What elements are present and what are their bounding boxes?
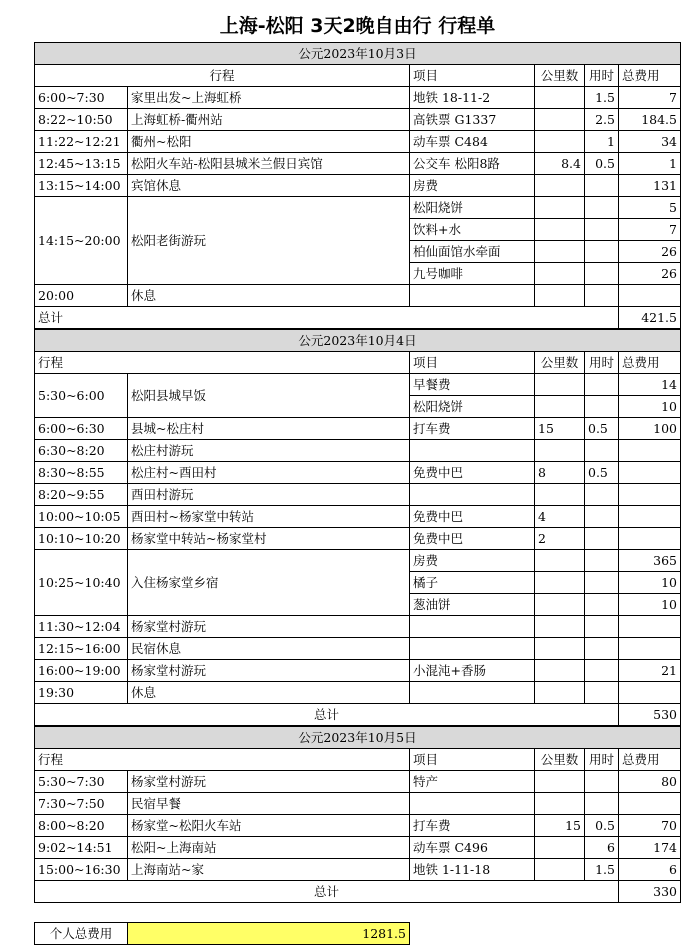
hours-cell bbox=[585, 660, 619, 682]
hours-cell bbox=[585, 506, 619, 528]
time-cell: 15:00~16:30 bbox=[35, 859, 128, 881]
table-row bbox=[35, 660, 681, 682]
place-cell: 衢州~松阳 bbox=[128, 131, 410, 153]
cost-cell: 174 bbox=[619, 837, 681, 859]
hours-cell bbox=[585, 528, 619, 550]
table-row bbox=[35, 771, 681, 793]
hours-cell: 1 bbox=[585, 131, 619, 153]
cost-cell: 10 bbox=[619, 572, 681, 594]
hours-cell: 1.5 bbox=[585, 87, 619, 109]
time-cell: 5:30~6:00 bbox=[35, 374, 128, 418]
hours-cell: 0.5 bbox=[585, 153, 619, 175]
table-row bbox=[35, 815, 681, 837]
table-row bbox=[35, 484, 681, 506]
total-value: 530 bbox=[619, 704, 681, 726]
item-cell: 葱油饼 bbox=[410, 594, 535, 616]
cost-cell: 7 bbox=[619, 219, 681, 241]
hours-cell: 0.5 bbox=[585, 418, 619, 440]
cost-cell: 10 bbox=[619, 594, 681, 616]
route-header: 行程 bbox=[35, 352, 410, 374]
table-row bbox=[35, 175, 681, 197]
cost-cell bbox=[619, 616, 681, 638]
place-cell: 松阳县城早饭 bbox=[128, 374, 410, 418]
item-header: 项目 bbox=[410, 749, 535, 771]
total-row bbox=[35, 704, 681, 726]
table-row bbox=[35, 528, 681, 550]
hours-cell bbox=[585, 550, 619, 572]
table-row bbox=[35, 197, 681, 219]
time-cell: 8:30~8:55 bbox=[35, 462, 128, 484]
place-cell: 松庄村游玩 bbox=[128, 440, 410, 462]
time-cell: 8:00~8:20 bbox=[35, 815, 128, 837]
item-cell: 地铁 1-11-18 bbox=[410, 859, 535, 881]
time-cell: 5:30~7:30 bbox=[35, 771, 128, 793]
cost-cell bbox=[619, 484, 681, 506]
place-cell: 酉田村~杨家堂中转站 bbox=[128, 506, 410, 528]
item-cell: 动车票 C484 bbox=[410, 131, 535, 153]
hours-cell: 0.5 bbox=[585, 462, 619, 484]
cost-cell: 70 bbox=[619, 815, 681, 837]
time-cell: 14:15~20:00 bbox=[35, 197, 128, 285]
time-cell: 11:22~12:21 bbox=[35, 131, 128, 153]
item-cell: 打车费 bbox=[410, 418, 535, 440]
time-cell: 20:00 bbox=[35, 285, 128, 307]
km-cell bbox=[535, 263, 585, 285]
total-label: 总计 bbox=[35, 881, 619, 903]
hours-cell bbox=[585, 594, 619, 616]
item-cell: 早餐费 bbox=[410, 374, 535, 396]
time-cell: 10:00~10:05 bbox=[35, 506, 128, 528]
km-cell bbox=[535, 87, 585, 109]
km-header: 公里数 bbox=[535, 352, 585, 374]
item-cell: 房费 bbox=[410, 550, 535, 572]
place-cell: 家里出发~上海虹桥 bbox=[128, 87, 410, 109]
cost-cell: 6 bbox=[619, 859, 681, 881]
place-cell: 杨家堂村游玩 bbox=[128, 660, 410, 682]
km-cell: 2 bbox=[535, 528, 585, 550]
km-cell bbox=[535, 440, 585, 462]
km-cell: 15 bbox=[535, 815, 585, 837]
place-cell: 杨家堂村游玩 bbox=[128, 616, 410, 638]
item-cell: 免费中巴 bbox=[410, 462, 535, 484]
place-cell: 杨家堂村游玩 bbox=[128, 771, 410, 793]
route-header: 行程 bbox=[35, 749, 410, 771]
table-row bbox=[35, 837, 681, 859]
cost-cell bbox=[619, 793, 681, 815]
item-cell: 打车费 bbox=[410, 815, 535, 837]
cost-cell bbox=[619, 506, 681, 528]
hours-cell bbox=[585, 175, 619, 197]
time-cell: 11:30~12:04 bbox=[35, 616, 128, 638]
summary-table bbox=[34, 922, 681, 945]
time-cell: 10:25~10:40 bbox=[35, 550, 128, 616]
place-cell: 松阳老街游玩 bbox=[128, 197, 410, 285]
item-cell bbox=[410, 682, 535, 704]
km-cell bbox=[535, 285, 585, 307]
item-cell bbox=[410, 638, 535, 660]
cost-cell: 80 bbox=[619, 771, 681, 793]
item-cell: 高铁票 G1337 bbox=[410, 109, 535, 131]
hours-cell bbox=[585, 219, 619, 241]
km-cell bbox=[535, 638, 585, 660]
table-row bbox=[35, 506, 681, 528]
km-cell bbox=[535, 219, 585, 241]
place-cell: 民宿休息 bbox=[128, 638, 410, 660]
item-cell: 饮料+水 bbox=[410, 219, 535, 241]
hours-cell: 1.5 bbox=[585, 859, 619, 881]
place-cell: 松阳火车站-松阳县城米兰假日宾馆 bbox=[128, 153, 410, 175]
item-cell: 免费中巴 bbox=[410, 506, 535, 528]
item-cell bbox=[410, 440, 535, 462]
total-row bbox=[35, 881, 681, 903]
cost-cell: 100 bbox=[619, 418, 681, 440]
hours-cell: 6 bbox=[585, 837, 619, 859]
day-table bbox=[34, 726, 681, 903]
place-cell: 上海南站~家 bbox=[128, 859, 410, 881]
km-cell: 4 bbox=[535, 506, 585, 528]
time-cell: 6:00~6:30 bbox=[35, 418, 128, 440]
table-row bbox=[35, 374, 681, 396]
hours-header: 用时 bbox=[585, 749, 619, 771]
time-cell: 10:10~10:20 bbox=[35, 528, 128, 550]
hours-header: 用时 bbox=[585, 65, 619, 87]
table-row bbox=[35, 131, 681, 153]
item-cell bbox=[410, 484, 535, 506]
summary-value: 1281.5 bbox=[128, 923, 410, 945]
place-cell: 杨家堂~松阳火车站 bbox=[128, 815, 410, 837]
cost-cell: 184.5 bbox=[619, 109, 681, 131]
hours-cell bbox=[585, 484, 619, 506]
hours-cell bbox=[585, 771, 619, 793]
item-cell: 公交车 松阳8路 bbox=[410, 153, 535, 175]
cost-header: 总费用 bbox=[619, 65, 681, 87]
time-cell: 19:30 bbox=[35, 682, 128, 704]
item-cell: 免费中巴 bbox=[410, 528, 535, 550]
hours-cell bbox=[585, 793, 619, 815]
table-row bbox=[35, 638, 681, 660]
hours-cell bbox=[585, 285, 619, 307]
hours-cell bbox=[585, 572, 619, 594]
km-cell bbox=[535, 175, 585, 197]
km-cell bbox=[535, 616, 585, 638]
table-row bbox=[35, 682, 681, 704]
cost-cell bbox=[619, 638, 681, 660]
cost-cell bbox=[619, 462, 681, 484]
summary-row bbox=[35, 923, 681, 945]
table-row bbox=[35, 440, 681, 462]
cost-cell bbox=[619, 682, 681, 704]
cost-cell: 21 bbox=[619, 660, 681, 682]
km-header: 公里数 bbox=[535, 65, 585, 87]
km-cell bbox=[535, 837, 585, 859]
cost-cell: 34 bbox=[619, 131, 681, 153]
item-cell bbox=[410, 285, 535, 307]
total-row bbox=[35, 307, 681, 329]
time-cell: 16:00~19:00 bbox=[35, 660, 128, 682]
km-cell bbox=[535, 793, 585, 815]
cost-cell: 26 bbox=[619, 241, 681, 263]
place-cell: 宾馆休息 bbox=[128, 175, 410, 197]
item-cell: 地铁 18-11-2 bbox=[410, 87, 535, 109]
km-cell bbox=[535, 572, 585, 594]
cost-cell: 1 bbox=[619, 153, 681, 175]
place-cell: 县城~松庄村 bbox=[128, 418, 410, 440]
place-cell: 入住杨家堂乡宿 bbox=[128, 550, 410, 616]
km-cell bbox=[535, 594, 585, 616]
day-date-header: 公元2023年10月4日 bbox=[35, 330, 681, 352]
cost-header: 总费用 bbox=[619, 749, 681, 771]
cost-cell: 7 bbox=[619, 87, 681, 109]
day-table bbox=[34, 329, 681, 726]
hours-cell: 2.5 bbox=[585, 109, 619, 131]
place-cell: 上海虹桥-衢州站 bbox=[128, 109, 410, 131]
day-date-header: 公元2023年10月5日 bbox=[35, 727, 681, 749]
item-cell: 柏仙面馆水牵面 bbox=[410, 241, 535, 263]
km-cell bbox=[535, 396, 585, 418]
day-date-header: 公元2023年10月3日 bbox=[35, 43, 681, 65]
hours-cell bbox=[585, 440, 619, 462]
time-cell: 13:15~14:00 bbox=[35, 175, 128, 197]
table-row bbox=[35, 793, 681, 815]
route-header: 行程 bbox=[35, 65, 410, 87]
km-cell: 8 bbox=[535, 462, 585, 484]
km-cell bbox=[535, 859, 585, 881]
time-cell: 7:30~7:50 bbox=[35, 793, 128, 815]
km-header: 公里数 bbox=[535, 749, 585, 771]
day-table bbox=[34, 42, 681, 329]
total-value: 330 bbox=[619, 881, 681, 903]
item-cell: 九号咖啡 bbox=[410, 263, 535, 285]
table-row bbox=[35, 616, 681, 638]
total-value: 421.5 bbox=[619, 307, 681, 329]
item-cell: 松阳烧饼 bbox=[410, 197, 535, 219]
place-cell: 酉田村游玩 bbox=[128, 484, 410, 506]
km-cell bbox=[535, 241, 585, 263]
table-row bbox=[35, 418, 681, 440]
time-cell: 9:02~14:51 bbox=[35, 837, 128, 859]
hours-cell bbox=[585, 241, 619, 263]
cost-cell bbox=[619, 285, 681, 307]
item-header: 项目 bbox=[410, 352, 535, 374]
hours-cell bbox=[585, 197, 619, 219]
cost-cell bbox=[619, 440, 681, 462]
km-cell: 15 bbox=[535, 418, 585, 440]
place-cell: 休息 bbox=[128, 285, 410, 307]
place-cell: 松阳~上海南站 bbox=[128, 837, 410, 859]
km-cell bbox=[535, 131, 585, 153]
item-cell: 小混沌+香肠 bbox=[410, 660, 535, 682]
km-cell bbox=[535, 550, 585, 572]
hours-cell bbox=[585, 396, 619, 418]
km-cell bbox=[535, 109, 585, 131]
hours-cell bbox=[585, 616, 619, 638]
item-header: 项目 bbox=[410, 65, 535, 87]
table-row bbox=[35, 550, 681, 572]
item-cell: 松阳烧饼 bbox=[410, 396, 535, 418]
total-label: 总计 bbox=[35, 704, 619, 726]
cost-cell: 10 bbox=[619, 396, 681, 418]
table-row bbox=[35, 462, 681, 484]
place-cell: 民宿早餐 bbox=[128, 793, 410, 815]
place-cell: 休息 bbox=[128, 682, 410, 704]
hours-cell bbox=[585, 374, 619, 396]
place-cell: 松庄村~酉田村 bbox=[128, 462, 410, 484]
item-cell: 橘子 bbox=[410, 572, 535, 594]
summary-label: 个人总费用 bbox=[35, 923, 128, 945]
cost-cell bbox=[619, 528, 681, 550]
item-cell: 房费 bbox=[410, 175, 535, 197]
hours-cell bbox=[585, 263, 619, 285]
table-row bbox=[35, 285, 681, 307]
item-cell: 动车票 C496 bbox=[410, 837, 535, 859]
total-label: 总计 bbox=[35, 307, 619, 329]
time-cell: 8:20~9:55 bbox=[35, 484, 128, 506]
table-row bbox=[35, 859, 681, 881]
km-cell bbox=[535, 484, 585, 506]
hours-cell: 0.5 bbox=[585, 815, 619, 837]
cost-header: 总费用 bbox=[619, 352, 681, 374]
item-cell: 特产 bbox=[410, 771, 535, 793]
table-row bbox=[35, 153, 681, 175]
cost-cell: 14 bbox=[619, 374, 681, 396]
item-cell bbox=[410, 616, 535, 638]
hours-header: 用时 bbox=[585, 352, 619, 374]
time-cell: 8:22~10:50 bbox=[35, 109, 128, 131]
time-cell: 6:30~8:20 bbox=[35, 440, 128, 462]
table-row bbox=[35, 109, 681, 131]
km-cell bbox=[535, 682, 585, 704]
cost-cell: 365 bbox=[619, 550, 681, 572]
time-cell: 6:00~7:30 bbox=[35, 87, 128, 109]
hours-cell bbox=[585, 682, 619, 704]
cost-cell: 5 bbox=[619, 197, 681, 219]
km-cell bbox=[535, 771, 585, 793]
cost-cell: 131 bbox=[619, 175, 681, 197]
table-row bbox=[35, 87, 681, 109]
time-cell: 12:45~13:15 bbox=[35, 153, 128, 175]
km-cell: 8.4 bbox=[535, 153, 585, 175]
page-title: 上海-松阳 3天2晚自由行 行程单 bbox=[219, 15, 496, 37]
cost-cell: 26 bbox=[619, 263, 681, 285]
km-cell bbox=[535, 374, 585, 396]
km-cell bbox=[535, 197, 585, 219]
hours-cell bbox=[585, 638, 619, 660]
place-cell: 杨家堂中转站~杨家堂村 bbox=[128, 528, 410, 550]
km-cell bbox=[535, 660, 585, 682]
time-cell: 12:15~16:00 bbox=[35, 638, 128, 660]
item-cell bbox=[410, 793, 535, 815]
